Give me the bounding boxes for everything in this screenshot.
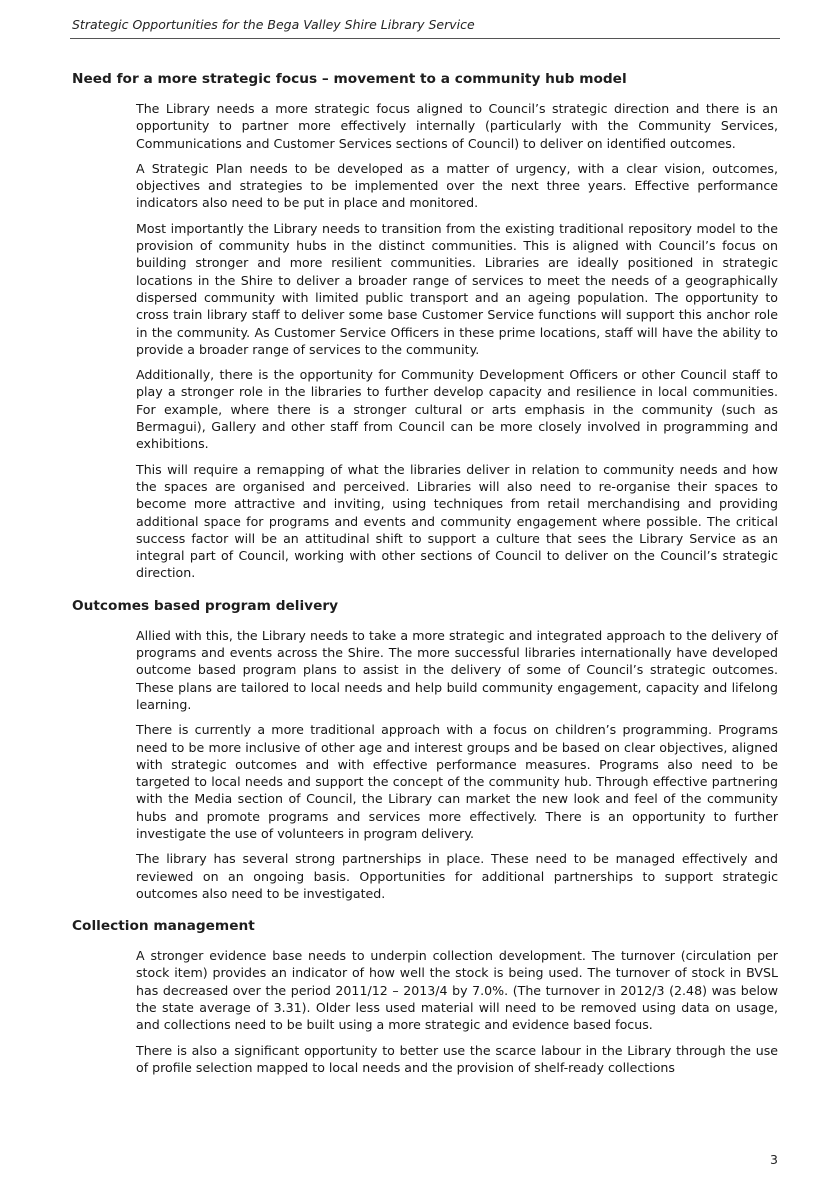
paragraph: A stronger evidence base needs to underpin collection development. The turnover (circulation per stock item) provides an indicator of how well the stock is being used. The turnover of stock in BVSL has decreased over the period 2011/12 – 2013/4 by 7.0%. (The turnover in 2012/3 (2.48) was below the state average of 3.31). Older less used material will need to be removed using data on usage, and collections need to be built using a more strategic and evidence based focus. [136, 948, 778, 1033]
section-heading: Need for a more strategic focus – movement to a community hub model [72, 71, 627, 87]
paragraph: This will require a remapping of what the libraries deliver in relation to community needs and how the spaces are organised and perceived. Libraries will also need to re-organise their spaces to become more attractive and inviting, using techniques from retail merchandising and providing additional space for programs and events and community engagement where possible. The critical success factor will be an attitudinal shift to support a culture that sees the Library Service as an integral part of Council, working with other sections of Council to deliver on the Council’s strategic direction. [136, 461, 778, 581]
page-content [72, 58, 778, 1084]
paragraph: There is currently a more traditional approach with a focus on children’s programming. Programs need to be more inclusive of other age and interest groups and be based on clear objectives, aligned with strategic outcomes and with effective performance measures. Programs also need to be targeted to local needs and support the concept of the community hub. Through effective partnering with the Media section of Council, the Library can market the new look and feel of the community hubs and promote programs and services more effectively. There is an opportunity to further investigate the use of volunteers in program delivery. [136, 722, 778, 841]
page-number: 3 [770, 1152, 778, 1167]
paragraph: The Library needs a more strategic focus aligned to Council’s strategic direction and there is an opportunity to partner more effectively internally (particularly with the Community Services, Communications and Customer Services sections of Council) to deliver on identified outcomes. [136, 101, 778, 151]
paragraph: Most importantly the Library needs to transition from the existing traditional repository model to the provision of community hubs in the distinct communities. This is aligned with Council’s focus on building stronger and more resilient communities. Libraries are ideally positioned in strategic locations in the Shire to deliver a broader range of services to meet the needs of a geographically dispersed community with limited public transport and an ageing population. The opportunity to cross train library staff to deliver some base Customer Service functions will support this anchor role in the community. As Customer Service Officers in these prime locations, staff will have the ability to provide a broader range of services to the community. [136, 220, 778, 357]
paragraph: Allied with this, the Library needs to take a more strategic and integrated approach to the delivery of programs and events across the Shire. The more successful libraries internationally have developed outcome based program plans to assist in the delivery of some of Council’s strategic outcomes. These plans are tailored to local needs and help build community engagement, capacity and lifelong learning. [136, 627, 778, 712]
running-header: Strategic Opportunities for the Bega Valley Shire Library Service [72, 17, 475, 32]
paragraph: Additionally, there is the opportunity for Community Development Officers or other Council staff to play a stronger role in the libraries to further develop capacity and resilience in local communities. For example, where there is a stronger cultural or arts emphasis in the community (such as Bermagui), Gallery and other staff from Council can be more closely involved in programming and exhibitions. [136, 367, 778, 452]
paragraph: A Strategic Plan needs to be developed as a matter of urgency, with a clear vision, outcomes, objectives and strategies to be implemented over the next three years. Effective performance indicators also need to be put in place and monitored. [136, 160, 778, 211]
paragraph: The library has several strong partnerships in place. These need to be managed effectively and reviewed on an ongoing basis. Opportunities for additional partnerships to support strategic outcomes also need to be investigated. [136, 851, 778, 901]
section-heading: Outcomes based program delivery [72, 597, 339, 614]
header-rule [70, 38, 780, 39]
section-heading: Collection management [72, 918, 255, 935]
paragraph: There is also a significant opportunity to better use the scarce labour in the Library through the use of profile selection mapped to local needs and the provision of shelf-ready collections [136, 1042, 778, 1075]
